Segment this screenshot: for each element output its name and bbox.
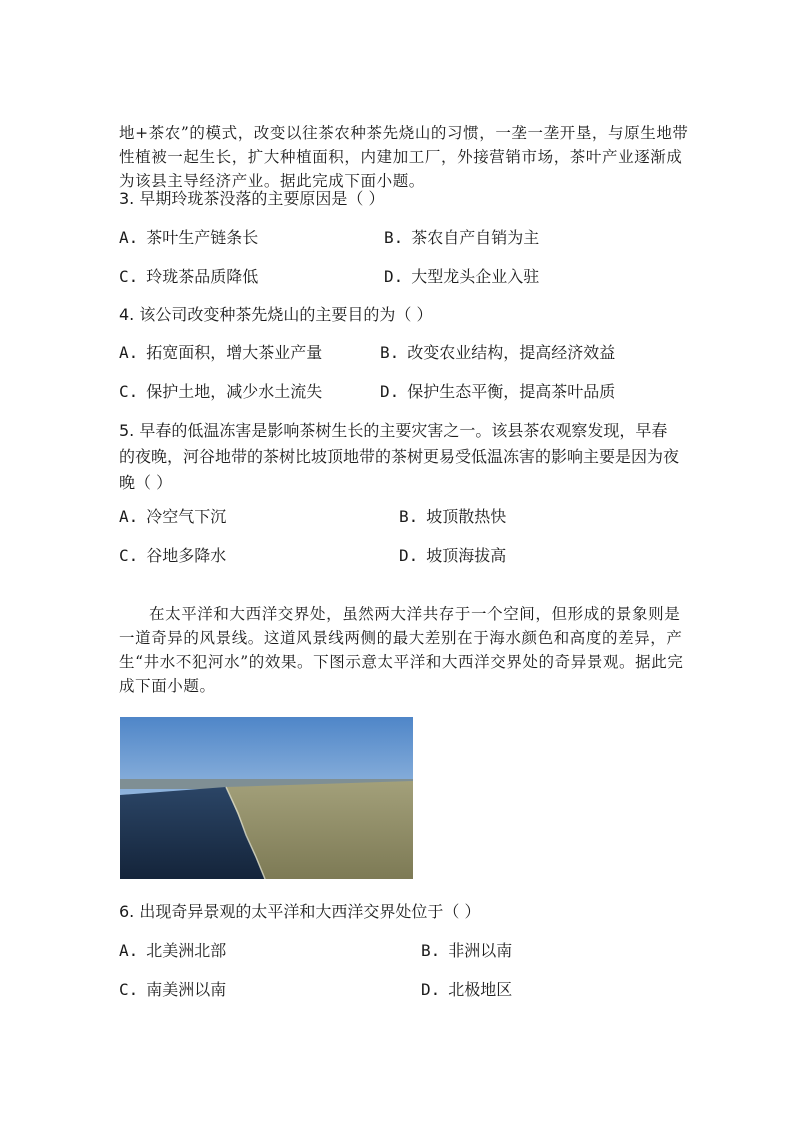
- ocean-boundary-image: [120, 717, 413, 879]
- q4-option-b[interactable]: [380, 342, 615, 364]
- q3-option-d[interactable]: [384, 266, 539, 288]
- option-text: 保护生态平衡，提高茶叶品质: [407, 382, 616, 401]
- q4-option-d[interactable]: [380, 381, 615, 403]
- option-text: 茶农自产自销为主: [411, 228, 540, 247]
- option-letter: B.: [421, 941, 441, 960]
- passage-line: 性植被一起生长，扩大种植面积，内建加工厂，外接营销市场，茶叶产业逐渐成: [119, 148, 683, 166]
- passage-line: 为该县主导经济产业。据此完成下面小题。: [119, 172, 425, 190]
- passage-ocean-boundary: [119, 602, 684, 698]
- stem-line: 晚（ ）: [119, 473, 173, 492]
- q5-option-d[interactable]: [399, 545, 506, 567]
- passage-line: 一道奇异的风景线。这道风景线两侧的最大差别在于海水颜色和高度的差异，产: [119, 629, 683, 647]
- option-text: 改变农业结构，提高经济效益: [407, 343, 616, 362]
- q5-option-c[interactable]: [119, 545, 226, 567]
- option-text: 玲珑茶品质降低: [146, 267, 259, 286]
- option-text: 拓宽面积，增大茶业产量: [146, 343, 323, 362]
- ocean-boundary-photo: [120, 717, 413, 879]
- question-6-stem: 6. 出现奇异景观的太平洋和大西洋交界处位于（ ）: [119, 902, 481, 921]
- option-text: 南美洲以南: [146, 980, 227, 999]
- option-letter: C.: [119, 980, 139, 999]
- q3-option-a[interactable]: [119, 227, 258, 249]
- q6-option-c[interactable]: [119, 979, 226, 1001]
- question-4-stem: 4. 该公司改变种茶先烧山的主要目的为（ ）: [119, 305, 433, 324]
- option-letter: A.: [119, 941, 139, 960]
- passage-line: 成下面小题。: [119, 677, 216, 695]
- option-text: 冷空气下沉: [146, 507, 227, 526]
- q3-option-b[interactable]: [384, 227, 539, 249]
- option-letter: C.: [119, 267, 139, 286]
- option-letter: B.: [380, 343, 400, 362]
- option-letter: D.: [399, 546, 419, 565]
- stem-line: 的夜晚，河谷地带的茶树比坡顶地带的茶树更易受低温冻害的影响主要是因为夜: [119, 447, 680, 466]
- q5-option-a[interactable]: [119, 506, 226, 528]
- option-text: 坡顶散热快: [426, 507, 507, 526]
- q5-option-b[interactable]: [399, 506, 506, 528]
- q4-option-a[interactable]: [119, 342, 322, 364]
- passage-line: 在太平洋和大西洋交界处，虽然两大洋共存于一个空间，但形成的景象则是: [149, 605, 681, 623]
- option-letter: A.: [119, 507, 139, 526]
- option-letter: A.: [119, 343, 139, 362]
- stem-line: 5. 早春的低温冻害是影响茶树生长的主要灾害之一。该县茶农观察发现，早春: [119, 421, 668, 440]
- q4-option-c[interactable]: [119, 381, 322, 403]
- question-5-stem: [119, 418, 679, 496]
- question-3-stem: 3. 早期玲珑茶没落的主要原因是（ ）: [119, 189, 385, 208]
- option-letter: D.: [380, 382, 400, 401]
- option-text: 北极地区: [448, 980, 513, 999]
- option-text: 坡顶海拔高: [426, 546, 507, 565]
- option-text: 北美洲北部: [146, 941, 227, 960]
- passage-line: 生“井水不犯河水”的效果。下图示意太平洋和大西洋交界处的奇异景观。据此完: [119, 653, 684, 671]
- option-text: 大型龙头企业入驻: [411, 267, 540, 286]
- passage-line: 地+茶农”的模式，改变以往茶农种茶先烧山的习惯，一垄一垄开垦，与原生地带: [119, 124, 689, 142]
- q6-option-b[interactable]: [421, 940, 512, 962]
- option-text: 茶叶生产链条长: [146, 228, 259, 247]
- option-letter: A.: [119, 228, 139, 247]
- option-letter: C.: [119, 546, 139, 565]
- q3-option-c[interactable]: [119, 266, 258, 288]
- option-text: 保护土地，减少水土流失: [146, 382, 323, 401]
- option-letter: B.: [384, 228, 404, 247]
- option-text: 非洲以南: [448, 941, 513, 960]
- passage-tea-industry: [119, 121, 689, 193]
- q6-option-d[interactable]: [421, 979, 512, 1001]
- option-letter: D.: [421, 980, 441, 999]
- option-letter: B.: [399, 507, 419, 526]
- option-text: 谷地多降水: [146, 546, 227, 565]
- option-letter: C.: [119, 382, 139, 401]
- option-letter: D.: [384, 267, 404, 286]
- q6-option-a[interactable]: [119, 940, 226, 962]
